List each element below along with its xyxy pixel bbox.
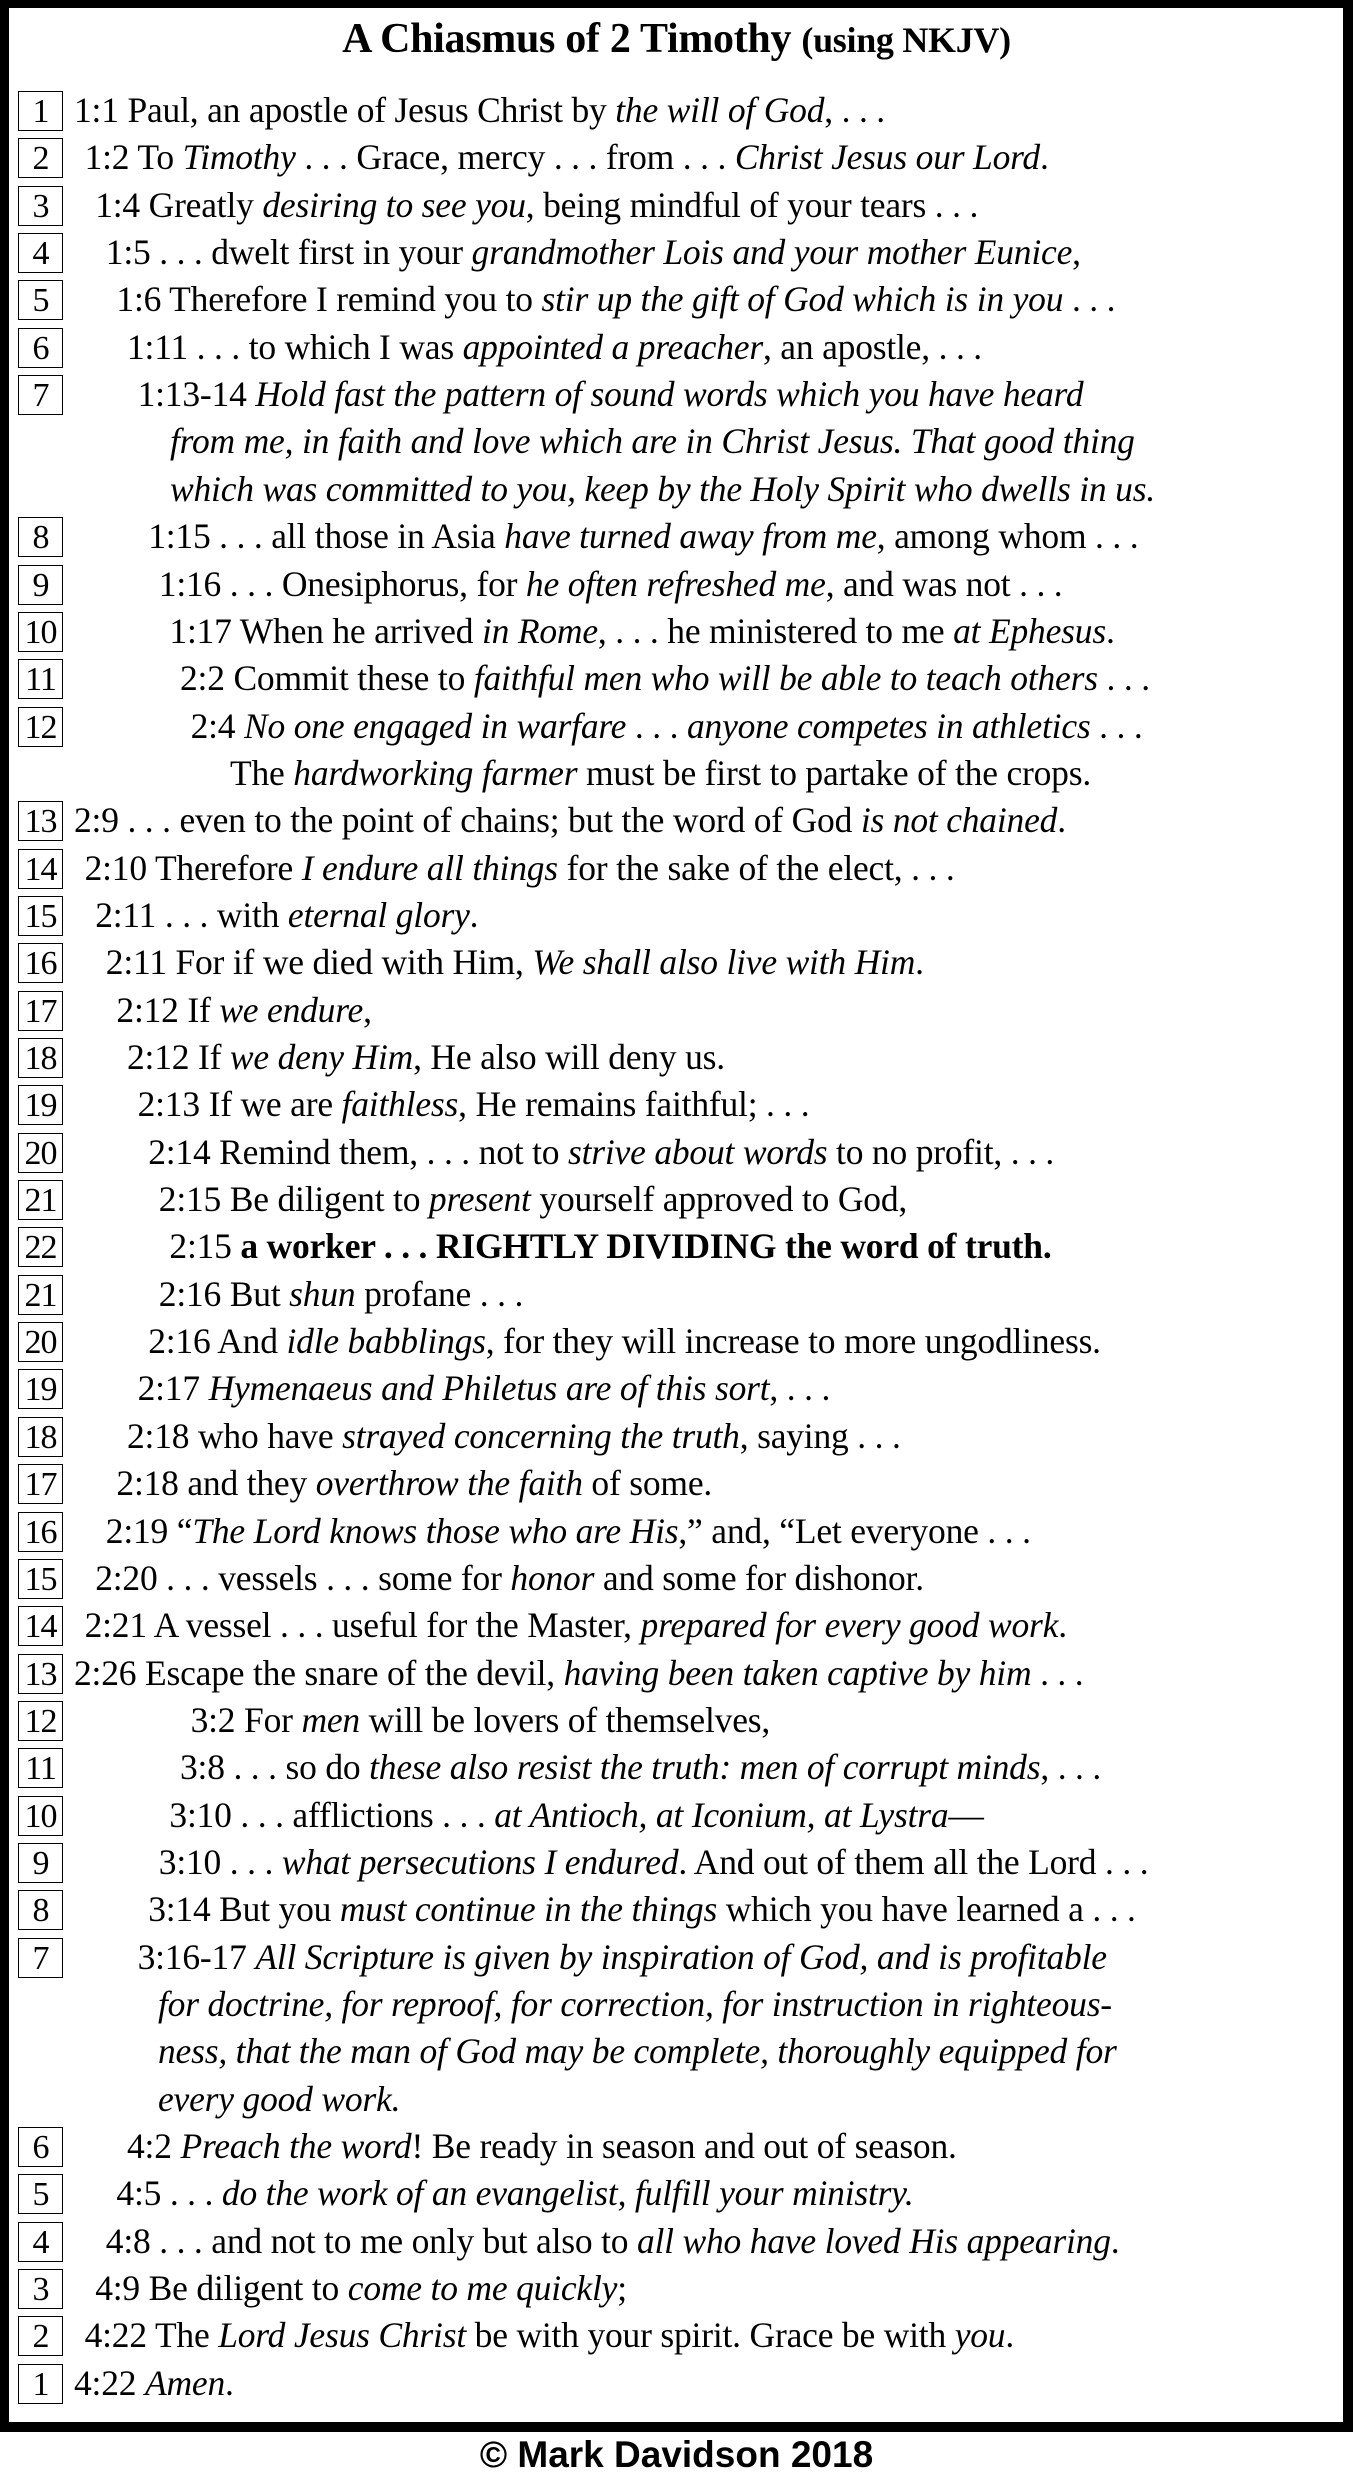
emphasized-text: appointed a preacher [462,326,763,367]
emphasized-text: from me, in faith and love which are in Christ Jesus. That good thing [170,421,1135,462]
row-number-box: 17 [18,991,63,1031]
row-number-box: 19 [18,1369,63,1409]
row-number-box: 5 [18,280,63,320]
verse-line [169,608,1114,655]
verse-line [116,2170,913,2217]
row-number-box: 21 [18,1180,63,1220]
verse-text: , and was not . . . [825,563,1063,604]
verse-text: 2:20 . . . vessels . . . some for [95,1557,511,1598]
verse-line [127,324,982,371]
verse-text: . [1110,2220,1120,2261]
verse-text: 3:10 . . . [158,1841,282,1882]
verse-line [106,229,1081,276]
verse-text: . [1039,137,1049,178]
emphasized-text: No one engaged in warfare [244,705,627,746]
row-number-box: 20 [18,1133,63,1173]
row-number-box: 1 [18,2364,63,2404]
verse-line [191,1697,770,1744]
verse-text: , being mindful of your tears . . . [525,184,979,225]
row-number-box: 15 [18,896,63,936]
verse-continuation [170,418,1135,465]
verse-text: 3:10 . . . afflictions . . . [169,1794,495,1835]
verse-line [180,655,1150,702]
verse-text: 3:14 But you [148,1889,340,1930]
verse-text: which you have learned a . . . [717,1889,1136,1930]
verse-text: . . . [1063,279,1116,320]
row-number-box: 15 [18,1559,63,1599]
row-number-box: 12 [18,707,63,747]
verse-line [138,1934,1107,1981]
verse-text: 2:14 Remind them, . . . not to [148,1131,568,1172]
verse-text: of some. [582,1463,713,1504]
row-number-box: 7 [18,1938,63,1978]
row-number-box: 16 [18,1512,63,1552]
verse-text: 2:15 Be diligent to [158,1179,429,1220]
verse-text: 2:15 [169,1226,241,1267]
row-number-box: 21 [18,1275,63,1315]
emphasized-text: present [428,1179,531,1220]
verse-text: for the sake of the elect, . . . [557,847,955,888]
verse-line [106,1508,1031,1555]
row-number-box: 10 [18,612,63,652]
verse-text: 2:11 For if we died with Him, [105,942,533,983]
verse-text: . [1057,800,1066,841]
emphasized-text: all who have loved His appearing [636,2220,1111,2261]
verse-line [148,1129,1054,1176]
verse-line [191,703,1143,750]
verse-text: be with your spirit. Grace be with [466,2315,955,2356]
verse-text: 1:16 . . . Onesiphorus, for [158,563,526,604]
emphasized-text: for doctrine, for reproof, for correction, for instruction in righteous- [158,1984,1112,2024]
verse-text: 3:2 For [190,1699,302,1740]
emphasized-text: must continue in the things [339,1889,718,1930]
verse-text: , for they will increase to more ungodliness. [485,1321,1101,1362]
verse-text: . [1005,2315,1015,2356]
verse-line [106,2218,1120,2265]
emphasized-text: Preach the word [180,2126,412,2167]
verse-text: 1:6 Therefore I remind you to [116,279,542,320]
emphasized-text: honor [510,1557,595,1598]
verse-line [85,2312,1014,2359]
emphasized-text: do the work of an evangelist, fulfill your ministry. [221,2173,914,2214]
verse-text: 1:17 When he arrived [169,610,482,651]
row-number-box: 14 [18,1606,63,1646]
emphasized-text: Christ Jesus our Lord [734,137,1040,178]
verse-text: . [469,894,479,935]
emphasized-text: which was committed to you, keep by the Holy Spirit who dwells in us. [170,468,1156,509]
emphasized-text: strive about words [567,1131,828,1172]
verse-text: 2:13 If we are [137,1084,342,1125]
emphasized-text: having been taken captive by him [563,1652,1032,1693]
verse-text: 2:12 If [116,989,220,1030]
verse-text: . . . [1097,658,1150,699]
row-number-box: 6 [18,2127,63,2167]
verse-text: 3:8 . . . so do [180,1747,370,1788]
verse-line [127,1034,725,1081]
emphasized-text: We shall also live with Him [532,942,916,983]
verse-text: yourself approved to God, [530,1179,908,1220]
emphasized-text: prepared for every good work [640,1605,1059,1646]
verse-line [159,1271,523,1318]
verse-line [85,845,955,892]
verse-text: ! Be ready in season and out of season. [411,2126,957,2167]
verse-text: 2:16 But [158,1273,290,1314]
emphasized-text: the will of God [615,90,825,130]
verse-line [106,939,924,986]
emphasized-text: what persecutions I endured [281,1841,679,1882]
emphasized-text: men [301,1699,360,1740]
row-number-box: 13 [18,1654,63,1694]
verse-text: and some for dishonor. [594,1557,924,1598]
emphasized-text: we deny Him [229,1037,414,1077]
verse-text: . And out of them all the Lord . . . [678,1841,1149,1882]
emphasized-text: shun [289,1273,356,1314]
verse-line [74,797,1066,844]
verse-line [169,1792,983,1839]
emphasized-text: at Ephesus [953,610,1106,651]
row-number-box: 12 [18,1701,63,1741]
verse-line [138,371,1084,418]
emphasized-text: Timothy [182,137,296,178]
emphasized-text: The Lord knows those who are His [192,1510,679,1551]
verse-line [74,87,885,134]
emphasized-text: every good work. [158,2078,401,2119]
emphasized-text: Hymenaeus and Philetus are of this sort [208,1368,770,1409]
row-number-box: 1 [18,91,63,131]
emphasized-text: anyone competes in athletics [686,705,1091,746]
verse-text: , [363,989,372,1030]
verse-text: , . . . he ministered to me [597,610,954,651]
verse-line [116,987,371,1034]
emphasized-text: he often refreshed me [525,563,826,604]
verse-text: 2:2 Commit these to [180,658,474,699]
verse-text: 2:21 A vessel . . . useful for the Master, [84,1605,641,1646]
row-number-box: 11 [18,1748,63,1788]
emphasized-text: All Scripture is given by inspiration of God, and is profitable [255,1936,1107,1977]
verse-text: 1:11 . . . to which I was [127,326,463,367]
emphasized-text: desiring to see you [262,184,526,225]
verse-text: 2:11 . . . with [95,894,288,935]
emphasized-text: at Antioch, at Iconium, at Lystra [494,1794,949,1835]
verse-continuation [170,466,1155,513]
verse-text: to no profit, . . . [827,1131,1055,1172]
verse-text: 2:17 [137,1368,209,1409]
verse-text: — [948,1794,984,1835]
emphasized-text: hardworking farmer [293,752,578,793]
verse-line [148,513,1138,560]
emphasized-text: come to me quickly [347,2268,618,2309]
row-number-box: 2 [18,138,63,178]
verse-text: ; [617,2268,627,2309]
verse-text: . [1058,1605,1067,1646]
emphasized-text: we endure [219,989,364,1030]
emphasized-text: in Rome [481,610,598,651]
verse-text: 4:22 [74,2362,145,2403]
row-number-box: 16 [18,943,63,983]
verse-text: . . . Grace, mercy . . . from . . . [295,137,735,178]
verse-line [74,1650,1083,1697]
verse-text: 1:13-14 [137,374,256,415]
verse-line [95,182,978,229]
emphasized-text: faithful men who will be able to teach others [473,658,1098,699]
verse-text: 4:22 The [84,2315,219,2356]
row-number-box: 17 [18,1464,63,1504]
emphasized-text: ness, that the man of God may be complete, thoroughly equipped for [158,2031,1117,2072]
emphasized-text: idle babblings [286,1321,486,1362]
verse-text: . [225,2362,234,2403]
verse-text: . . . [1031,1652,1084,1693]
verse-text: , an apostle, . . . [762,326,982,367]
verse-text: 2:4 [190,705,245,746]
verse-text: ,” and, “Let everyone . . . [678,1510,1031,1551]
copyright-footer: © Mark Davidson 2018 [479,2434,874,2475]
verse-text: 4:8 . . . and not to me only but also to [105,2220,637,2261]
verse-line [116,276,1115,323]
verse-text: 4:9 Be diligent to [95,2268,348,2309]
title-main: A Chiasmus of 2 Timothy [342,16,792,62]
emphasized-text: strayed concerning the truth [342,1415,740,1456]
verse-text: 2:16 And [148,1321,287,1362]
verse-text: 2:26 Escape the snare of the devil, [74,1652,564,1693]
verse-line [74,2360,234,2407]
bold-text: a worker . . . RIGHTLY DIVIDING the word of truth. [240,1226,1052,1267]
emphasized-text: Lord Jesus Christ [218,2315,466,2356]
row-number-box: 4 [18,233,63,273]
emphasized-text: Hold fast the pattern of sound words which you have heard [255,374,1084,415]
emphasized-text: have turned away from me [504,516,877,557]
row-number-box: 9 [18,565,63,605]
verse-text: 2:10 Therefore [84,847,302,888]
emphasized-text: you [954,2315,1006,2356]
row-number-box: 2 [18,2316,63,2356]
verse-text: , among whom . . . [876,516,1139,557]
verse-line [159,1839,1149,1886]
verse-line [116,1460,712,1507]
verse-line [85,134,1049,181]
emphasized-text: I endure all things [301,847,558,888]
verse-continuation [230,750,1091,797]
row-number-box: 9 [18,1843,63,1883]
verse-text: . [915,942,924,983]
row-number-box: 7 [18,375,63,415]
verse-text: 1:1 Paul, an apostle of Jesus Christ by [74,90,616,130]
verse-text: 2:18 who have [127,1415,343,1456]
verse-text: 1:15 . . . all those in Asia [148,516,505,557]
row-number-box: 13 [18,801,63,841]
title-sub: (using NKJV) [801,20,1011,60]
verse-text: 2:18 and they [116,1463,316,1504]
row-number-box: 18 [18,1417,63,1457]
verse-text: profane . . . [355,1273,524,1314]
row-number-box: 4 [18,2222,63,2262]
verse-line [95,1555,924,1602]
verse-text: 4:5 . . . [116,2173,222,2214]
verse-text: 1:2 To [84,137,183,178]
verse-continuation [158,1981,1112,2028]
row-number-box: 11 [18,659,63,699]
verse-line [85,1602,1067,1649]
verse-text: . . . [626,705,687,746]
emphasized-text: faithless [341,1084,459,1125]
verse-text: 4:2 [127,2126,181,2167]
verse-continuation [158,2076,400,2123]
verse-text: 2:9 . . . even to the point of chains; but the word of God [74,800,861,841]
row-number-box: 8 [18,1890,63,1930]
row-number-box: 8 [18,517,63,557]
verse-line [138,1365,831,1412]
verse-text: , He also will deny us. [413,1037,725,1077]
verse-line [180,1744,1101,1791]
verse-line [95,2265,627,2312]
verse-continuation [158,2028,1117,2075]
emphasized-text: eternal glory [287,894,470,935]
verse-line [159,561,1063,608]
page-title [0,14,1353,65]
emphasized-text: these also resist the truth: men of corrupt minds [369,1747,1041,1788]
verse-text: 1:5 . . . dwelt first in your [105,232,472,273]
verse-text: , . . . [769,1368,831,1409]
row-number-box: 20 [18,1322,63,1362]
verse-text: , [1072,232,1081,273]
verse-line [138,1081,810,1128]
verse-line [159,1176,907,1223]
verse-text: . [1105,610,1115,651]
verse-text: 1:4 Greatly [95,184,263,225]
verse-line [95,892,478,939]
row-number-box: 3 [18,186,63,226]
verse-text: The [230,752,294,793]
verse-line [127,2123,957,2170]
row-number-box: 22 [18,1227,63,1267]
row-number-box: 14 [18,849,63,889]
emphasized-text: grandmother Lois and your mother Eunice [471,232,1073,273]
row-number-box: 18 [18,1038,63,1078]
row-number-box: 10 [18,1796,63,1836]
verse-text: 3:16-17 [137,1936,256,1977]
verse-text: , saying . . . [739,1415,901,1456]
emphasized-text: overthrow the faith [315,1463,583,1504]
verse-line [127,1413,901,1460]
verse-text: . . . [1090,705,1143,746]
verse-text: 2:19 “ [105,1510,193,1551]
verse-text: , . . . [1040,1747,1102,1788]
verse-line [148,1886,1136,1933]
emphasized-text: is not chained [860,800,1058,841]
verse-line [169,1223,1051,1270]
verse-text: , He remains faithful; . . . [458,1084,810,1125]
verse-text: will be lovers of themselves, [359,1699,771,1740]
emphasized-text: Amen [145,2362,226,2403]
verse-text: must be first to partake of the crops. [577,752,1092,793]
row-number-box: 19 [18,1085,63,1125]
emphasized-text: stir up the gift of God which is in you [541,279,1064,320]
verse-text: , . . . [824,90,885,130]
row-number-box: 6 [18,328,63,368]
row-number-box: 5 [18,2174,63,2214]
row-number-box: 3 [18,2269,63,2309]
verse-text: 2:12 If [127,1037,230,1077]
verse-line [148,1318,1101,1365]
